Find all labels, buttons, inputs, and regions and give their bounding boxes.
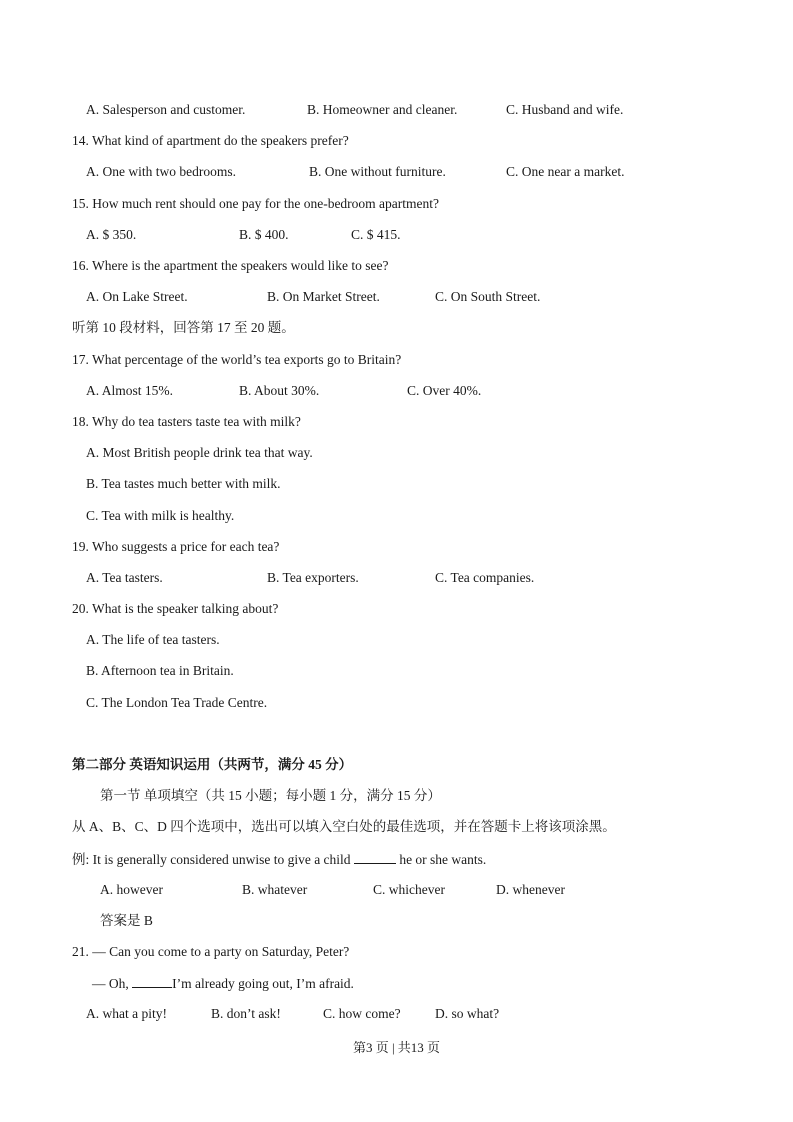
q21-option-c: C. how come? <box>323 1006 401 1021</box>
q15-option-a: A. $ 350. <box>86 227 137 242</box>
q16-option-c: C. On South Street. <box>435 289 541 304</box>
q16-option-b: B. On Market Street. <box>267 289 380 304</box>
q21-line2 <box>92 974 354 993</box>
q14-option-a: A. One with two bedrooms. <box>86 164 236 179</box>
q17-option-b: B. About 30%. <box>239 383 320 398</box>
q19-stem: 19. Who suggests a price for each tea? <box>72 539 280 554</box>
part2-heading: 第二部分 英语知识运用（共两节，满分 45 分） <box>72 757 353 772</box>
example-option-a: A. however <box>100 882 163 897</box>
q20-stem: 20. What is the speaker talking about? <box>72 601 279 616</box>
q20-option-c: C. The London Tea Trade Centre. <box>86 695 268 710</box>
q18-stem: 18. Why do tea tasters taste tea with milk? <box>72 414 301 429</box>
q14-option-c: C. One near a market. <box>506 164 625 179</box>
q17-stem: 17. What percentage of the world’s tea exports go to Britain? <box>72 352 402 367</box>
q19-option-b: B. Tea exporters. <box>267 570 359 585</box>
q21-blank <box>132 974 172 988</box>
page-footer: 第3 页 | 共13 页 <box>352 1040 441 1055</box>
q18-option-c: C. Tea with milk is healthy. <box>86 508 235 523</box>
example-option-b: B. whatever <box>242 882 308 897</box>
q21-option-a: A. what a pity! <box>86 1006 167 1021</box>
example-option-d: D. whenever <box>496 882 565 897</box>
q21-text-before: — Oh, <box>92 976 129 991</box>
q18-option-b: B. Tea tastes much better with milk. <box>86 476 281 491</box>
example-option-c: C. whichever <box>373 882 445 897</box>
q21-line1: 21. — Can you come to a party on Saturday, Peter? <box>72 944 350 959</box>
q15-stem: 15. How much rent should one pay for the one-bedroom apartment? <box>72 196 440 211</box>
example-blank <box>354 850 396 864</box>
section-10-instruction: 听第 10 段材料，回答第 17 至 20 题。 <box>72 320 295 335</box>
q15-option-b: B. $ 400. <box>239 227 289 242</box>
example-answer: 答案是 B <box>100 913 153 928</box>
example-sentence <box>72 850 486 869</box>
q20-option-a: A. The life of tea tasters. <box>86 632 220 647</box>
q14-option-b: B. One without furniture. <box>309 164 446 179</box>
q16-option-a: A. On Lake Street. <box>86 289 188 304</box>
q20-option-b: B. Afternoon tea in Britain. <box>86 663 234 678</box>
q13-option-c: C. Husband and wife. <box>506 102 624 117</box>
example-text-after: he or she wants. <box>399 852 487 867</box>
q19-option-a: A. Tea tasters. <box>86 570 163 585</box>
q17-option-c: C. Over 40%. <box>407 383 482 398</box>
q18-option-a: A. Most British people drink tea that way. <box>86 445 313 460</box>
part2-section1-title: 第一节 单项填空（共 15 小题；每小题 1 分，满分 15 分） <box>100 788 441 803</box>
q16-stem: 16. Where is the apartment the speakers would like to see? <box>72 258 389 273</box>
q17-option-a: A. Almost 15%. <box>86 383 174 398</box>
q21-option-b: B. don’t ask! <box>211 1006 281 1021</box>
q21-option-d: D. so what? <box>435 1006 500 1021</box>
example-text-before: 例: It is generally considered unwise to give a child <box>72 852 351 867</box>
q13-option-a: A. Salesperson and customer. <box>86 102 246 117</box>
q14-stem: 14. What kind of apartment do the speakers prefer? <box>72 133 349 148</box>
q15-option-c: C. $ 415. <box>351 227 401 242</box>
q19-option-c: C. Tea companies. <box>435 570 535 585</box>
q13-option-b: B. Homeowner and cleaner. <box>307 102 458 117</box>
part2-instructions: 从 A、B、C、D 四个选项中，选出可以填入空白处的最佳选项，并在答题卡上将该项涂黑。 <box>72 819 616 834</box>
q21-text-after: I’m already going out, I’m afraid. <box>172 976 354 991</box>
